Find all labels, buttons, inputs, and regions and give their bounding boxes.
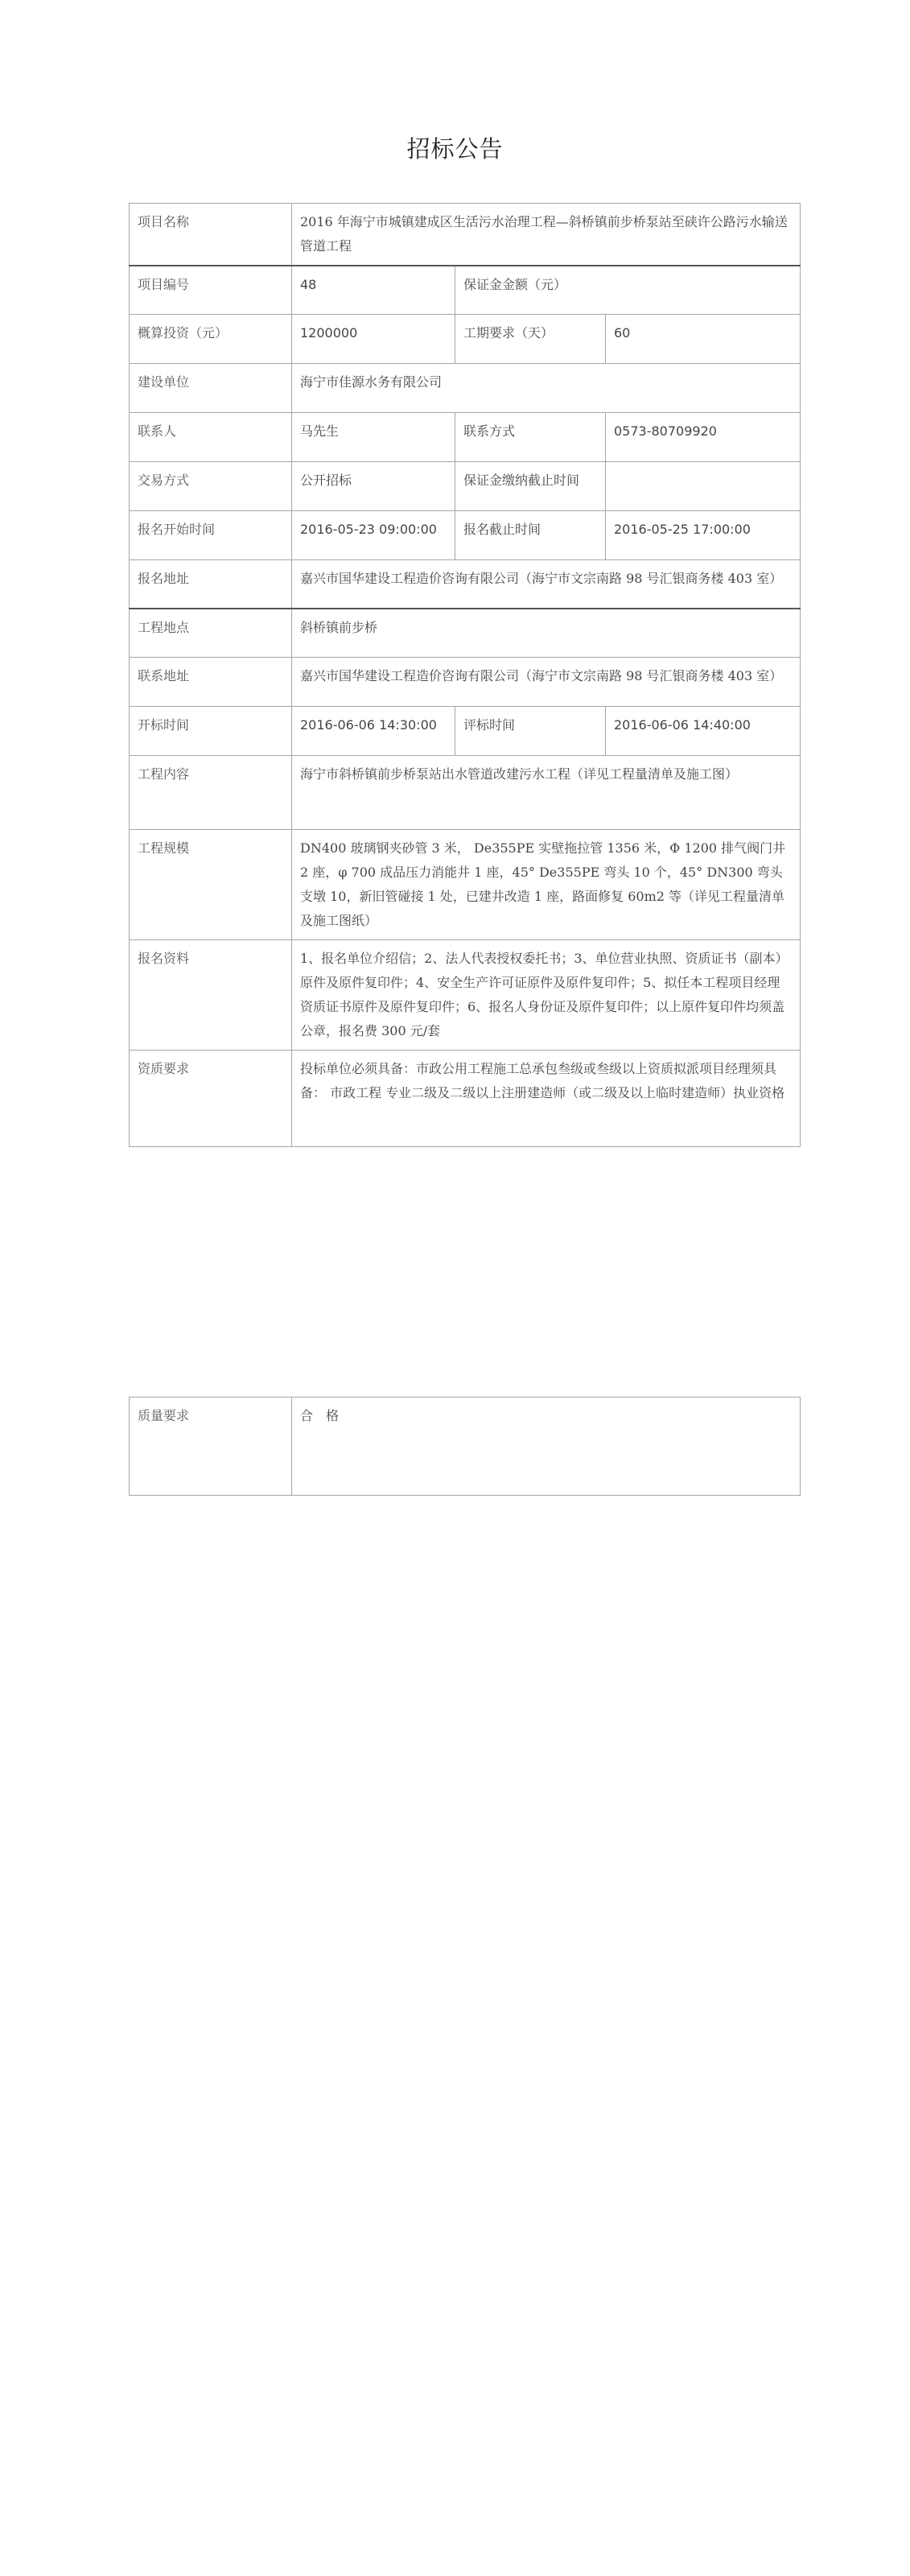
row-materials xyxy=(130,939,801,1050)
value-quality: 合 格 xyxy=(292,1397,801,1496)
materials-text: 1、报名单位介绍信；2、法人代表授权委托书；3、单位营业执照、资质证书（副本）原件及原件复印件；4、安全生产许可证原件及原件复印件；5、拟任本工程项目经理资质证书原件及原件复印件；6、报名人身份证及原件复印件；以上原件复印件均须盖公章，报名费 300 元/套 xyxy=(300,950,789,1038)
row-quality xyxy=(130,1397,801,1496)
row-reg-time xyxy=(130,510,801,559)
row-builder xyxy=(130,363,801,412)
value-qualification: 投标单位必须具备：市政公用工程施工总承包叁级或叁级以上资质拟派项目经理须具备： 市政工程 专业二级及二级以上注册建造师（或二级及以上临时建造师）执业资格 xyxy=(292,1050,801,1146)
value-scale: DN400 玻璃钢夹砂管 3 米， De355PE 实壁拖拉管 1356 米，Φ 1200 排气阀门井 2 座，φ 700 成品压力消能井 1 座，45° De355PE 弯头 10 个，45° DN300 弯头支墩 10，新旧管碰接 1 处，已建井改造 1 座，路面修复 60m2 等（详见工程量清单及施工图纸） xyxy=(292,829,801,939)
label-trade: 交易方式 xyxy=(130,461,292,510)
row-content xyxy=(130,755,801,829)
value-builder: 海宁市佳源水务有限公司 xyxy=(292,363,801,412)
label-materials: 报名资料 xyxy=(130,939,292,1050)
value-project-name: 2016 年海宁市城镇建成区生活污水治理工程—斜桥镇前步桥泵站至硖许公路污水输送管道工程 xyxy=(292,204,801,266)
label-contact: 联系人 xyxy=(130,412,292,461)
quality-table xyxy=(129,1397,801,1496)
label-contact-method: 联系方式 xyxy=(455,412,606,461)
row-contact-addr xyxy=(130,657,801,706)
value-contact-phone: 0573-80709920 xyxy=(606,412,801,461)
row-trade xyxy=(130,461,801,510)
row-site xyxy=(130,609,801,657)
value-deposit-deadline xyxy=(606,461,801,510)
label-quality: 质量要求 xyxy=(130,1397,292,1496)
label-open-time: 开标时间 xyxy=(130,706,292,755)
row-open-time xyxy=(130,706,801,755)
label-eval-time: 评标时间 xyxy=(455,706,606,755)
row-reg-addr xyxy=(130,559,801,609)
value-content: 海宁市斜桥镇前步桥泵站出水管道改建污水工程（详见工程量清单及施工图） xyxy=(292,755,801,829)
value-budget: 1200000 xyxy=(292,314,455,363)
row-budget xyxy=(130,314,801,363)
label-deposit-amount: 保证金金额（元） xyxy=(455,266,801,314)
value-reg-addr: 嘉兴市国华建设工程造价咨询有限公司（海宁市文宗南路 98 号汇银商务楼 403 室） xyxy=(292,559,801,609)
label-reg-start: 报名开始时间 xyxy=(130,510,292,559)
row-qualification xyxy=(130,1050,801,1146)
value-project-no: 48 xyxy=(292,266,455,314)
label-deposit-deadline: 保证金缴纳截止时间 xyxy=(455,461,606,510)
label-scale: 工程规模 xyxy=(130,829,292,939)
label-project-no: 项目编号 xyxy=(130,266,292,314)
label-site: 工程地点 xyxy=(130,609,292,657)
value-contact-addr: 嘉兴市国华建设工程造价咨询有限公司（海宁市文宗南路 98 号汇银商务楼 403 室） xyxy=(292,657,801,706)
label-reg-end: 报名截止时间 xyxy=(455,510,606,559)
label-budget: 概算投资（元） xyxy=(130,314,292,363)
label-project-name: 项目名称 xyxy=(130,204,292,266)
label-contact-addr: 联系地址 xyxy=(130,657,292,706)
tender-info-table xyxy=(129,203,801,1147)
value-open-time: 2016-06-06 14:30:00 xyxy=(292,706,455,755)
value-materials xyxy=(292,939,801,1050)
label-duration: 工期要求（天） xyxy=(455,314,606,363)
label-content: 工程内容 xyxy=(130,755,292,829)
value-eval-time: 2016-06-06 14:40:00 xyxy=(606,706,801,755)
row-scale xyxy=(130,829,801,939)
value-trade: 公开招标 xyxy=(292,461,455,510)
page-title: 招标公告 xyxy=(406,135,504,163)
row-contact xyxy=(130,412,801,461)
label-reg-addr: 报名地址 xyxy=(130,559,292,609)
row-project-no xyxy=(130,266,801,314)
value-site: 斜桥镇前步桥 xyxy=(292,609,801,657)
value-reg-start: 2016-05-23 09:00:00 xyxy=(292,510,455,559)
label-qualification: 资质要求 xyxy=(130,1050,292,1146)
row-project-name xyxy=(130,204,801,266)
label-builder: 建设单位 xyxy=(130,363,292,412)
value-contact: 马先生 xyxy=(292,412,455,461)
value-reg-end: 2016-05-25 17:00:00 xyxy=(606,510,801,559)
value-duration: 60 xyxy=(606,314,801,363)
